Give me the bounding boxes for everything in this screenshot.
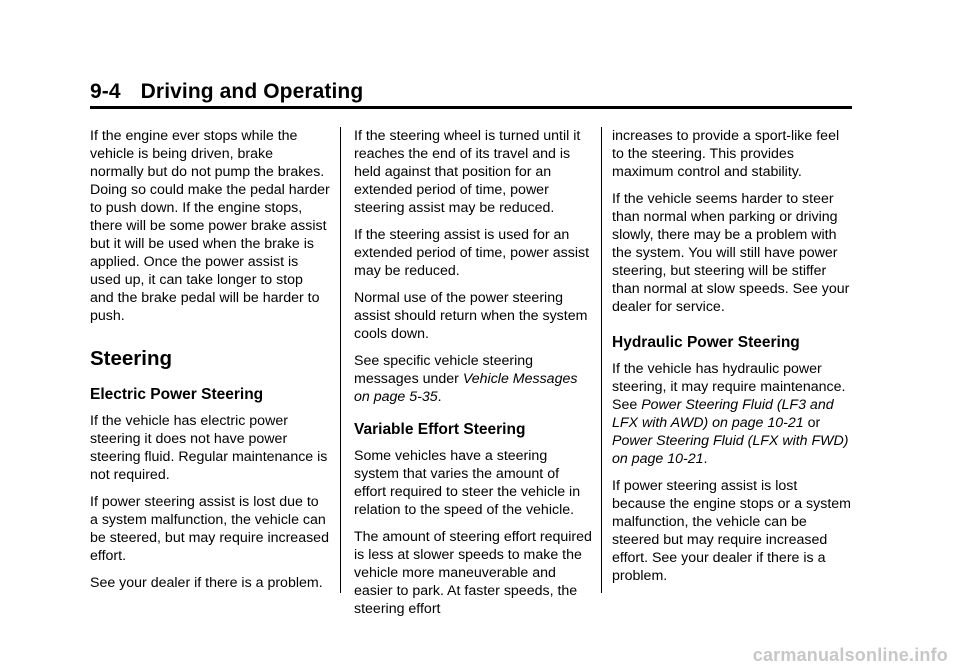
watermark: carmanualsonline.info — [752, 645, 948, 665]
text-period: . — [703, 451, 708, 467]
paragraph-hps-maintenance — [612, 360, 854, 468]
text-period: . — [437, 389, 442, 405]
subheading-variable-effort-steering: Variable Effort Steering — [354, 421, 526, 438]
link-vehicle-messages[interactable]: Vehicle Messages on page 5-35 — [354, 371, 578, 405]
paragraph-eps-fluid: If the vehicle has electric power steering it does not have power steering fluid. Regular maintenance is not required. — [90, 413, 328, 483]
column-3 — [612, 127, 854, 594]
paragraph-assist-return: Normal use of the power steering assist should return when the system cools down. — [354, 290, 588, 342]
paragraph-engine-stops: If the engine ever stops while the vehicle is being driven, brake normally but do not pump the brakes. Doing so could make the pedal harder to push down. If the engine stops, there will be some power brake assist but it will be used when the brake is applied. Once the power assist is used up, it can take longer to stop and the brake pedal will be harder to push. — [90, 128, 330, 324]
column-1 — [90, 127, 330, 601]
subheading-electric-power-steering: Electric Power Steering — [90, 386, 264, 403]
chapter-title: Driving and Operating — [140, 80, 364, 103]
column-divider-2 — [601, 127, 602, 593]
text-or: or — [803, 415, 821, 431]
page-header — [90, 80, 363, 104]
link-ps-fluid-awd[interactable]: Power Steering Fluid (LF3 and LFX with AWD) on page 10-21 — [612, 397, 834, 431]
paragraph-hps-lost: If power steering assist is lost because the engine stops or a system malfunction, the vehicle can be steered but may require increased effort. See your dealer if there is a problem. — [612, 478, 851, 584]
paragraph-assist-extended: If the steering assist is used for an extended period of time, power assist may be reduced. — [354, 227, 590, 279]
link-ps-fluid-fwd[interactable]: Power Steering Fluid (LFX with FWD) on page 10-21 — [612, 433, 849, 467]
header-rule — [90, 106, 852, 109]
paragraph-ves-system: Some vehicles have a steering system that varies the amount of effort required to steer the vehicle in relation to the speed of the vehicle. — [354, 448, 581, 518]
page-number: 9-4 — [90, 80, 121, 103]
column-divider-1 — [340, 127, 341, 593]
paragraph-eps-lost: If power steering assist is lost due to a system malfunction, the vehicle can be steered, but may require increased effort. — [90, 494, 329, 564]
section-heading-steering: Steering — [90, 347, 173, 370]
text-see-messages: See specific vehicle steering messages under — [354, 353, 534, 387]
paragraph-sport-feel: increases to provide a sport-like feel to the steering. This provides maximum control and stability. — [612, 128, 840, 180]
column-2 — [354, 127, 594, 627]
paragraph-ves-effort: The amount of steering effort required is less at slower speeds to make the vehicle more maneuverable and easier to park. At faster speeds, the steering effort — [354, 529, 592, 617]
text-hps-intro: If the vehicle has hydraulic power steering, it may require maintenance. See — [612, 361, 846, 413]
paragraph-harder-to-steer: If the vehicle seems harder to steer than normal when parking or driving slowly, there may be a problem with the system. You will still have power steering, but steering will be stiffer than normal at slow speeds. See your dealer for service. — [612, 191, 850, 315]
subheading-hydraulic-power-steering: Hydraulic Power Steering — [612, 334, 800, 351]
paragraph-wheel-travel: If the steering wheel is turned until it reaches the end of its travel and is held against that position for an extended period of time, power steering assist may be reduced. — [354, 128, 581, 216]
paragraph-eps-dealer: See your dealer if there is a problem. — [90, 575, 323, 591]
paragraph-see-messages — [354, 352, 594, 406]
